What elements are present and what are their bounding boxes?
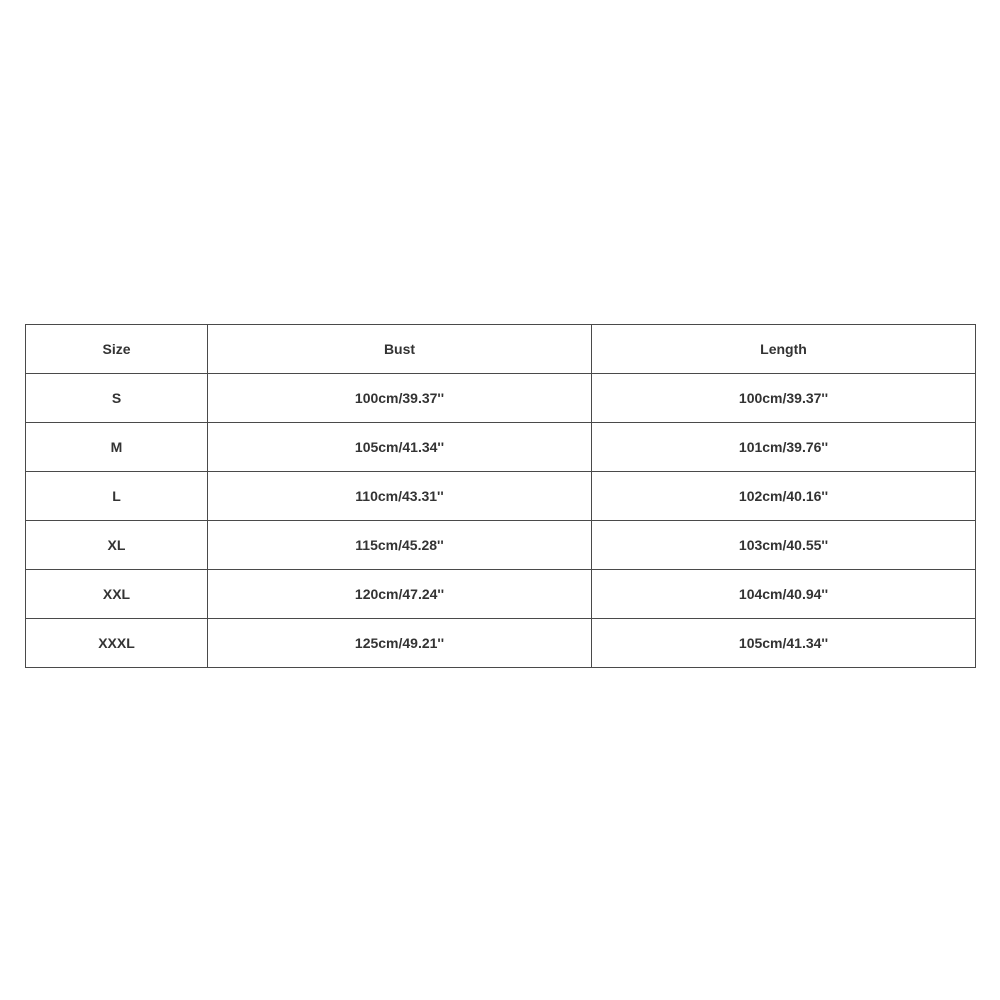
cell-length: 102cm/40.16'' [592, 472, 976, 521]
cell-bust: 105cm/41.34'' [208, 423, 592, 472]
cell-bust: 115cm/45.28'' [208, 521, 592, 570]
cell-size: XXXL [26, 619, 208, 668]
cell-size: XL [26, 521, 208, 570]
table-row [26, 570, 976, 619]
table-row [26, 521, 976, 570]
cell-length: 105cm/41.34'' [592, 619, 976, 668]
cell-size: L [26, 472, 208, 521]
table-row [26, 619, 976, 668]
cell-size: XXL [26, 570, 208, 619]
cell-length: 101cm/39.76'' [592, 423, 976, 472]
cell-length: 103cm/40.55'' [592, 521, 976, 570]
table-row [26, 472, 976, 521]
cell-bust: 120cm/47.24'' [208, 570, 592, 619]
header-bust: Bust [208, 325, 592, 374]
cell-bust: 110cm/43.31'' [208, 472, 592, 521]
table-row [26, 423, 976, 472]
cell-size: M [26, 423, 208, 472]
cell-bust: 100cm/39.37'' [208, 374, 592, 423]
table-header-row [26, 325, 976, 374]
cell-length: 100cm/39.37'' [592, 374, 976, 423]
header-length: Length [592, 325, 976, 374]
cell-bust: 125cm/49.21'' [208, 619, 592, 668]
header-size: Size [26, 325, 208, 374]
size-chart-table [25, 324, 976, 668]
table-row [26, 374, 976, 423]
cell-length: 104cm/40.94'' [592, 570, 976, 619]
cell-size: S [26, 374, 208, 423]
